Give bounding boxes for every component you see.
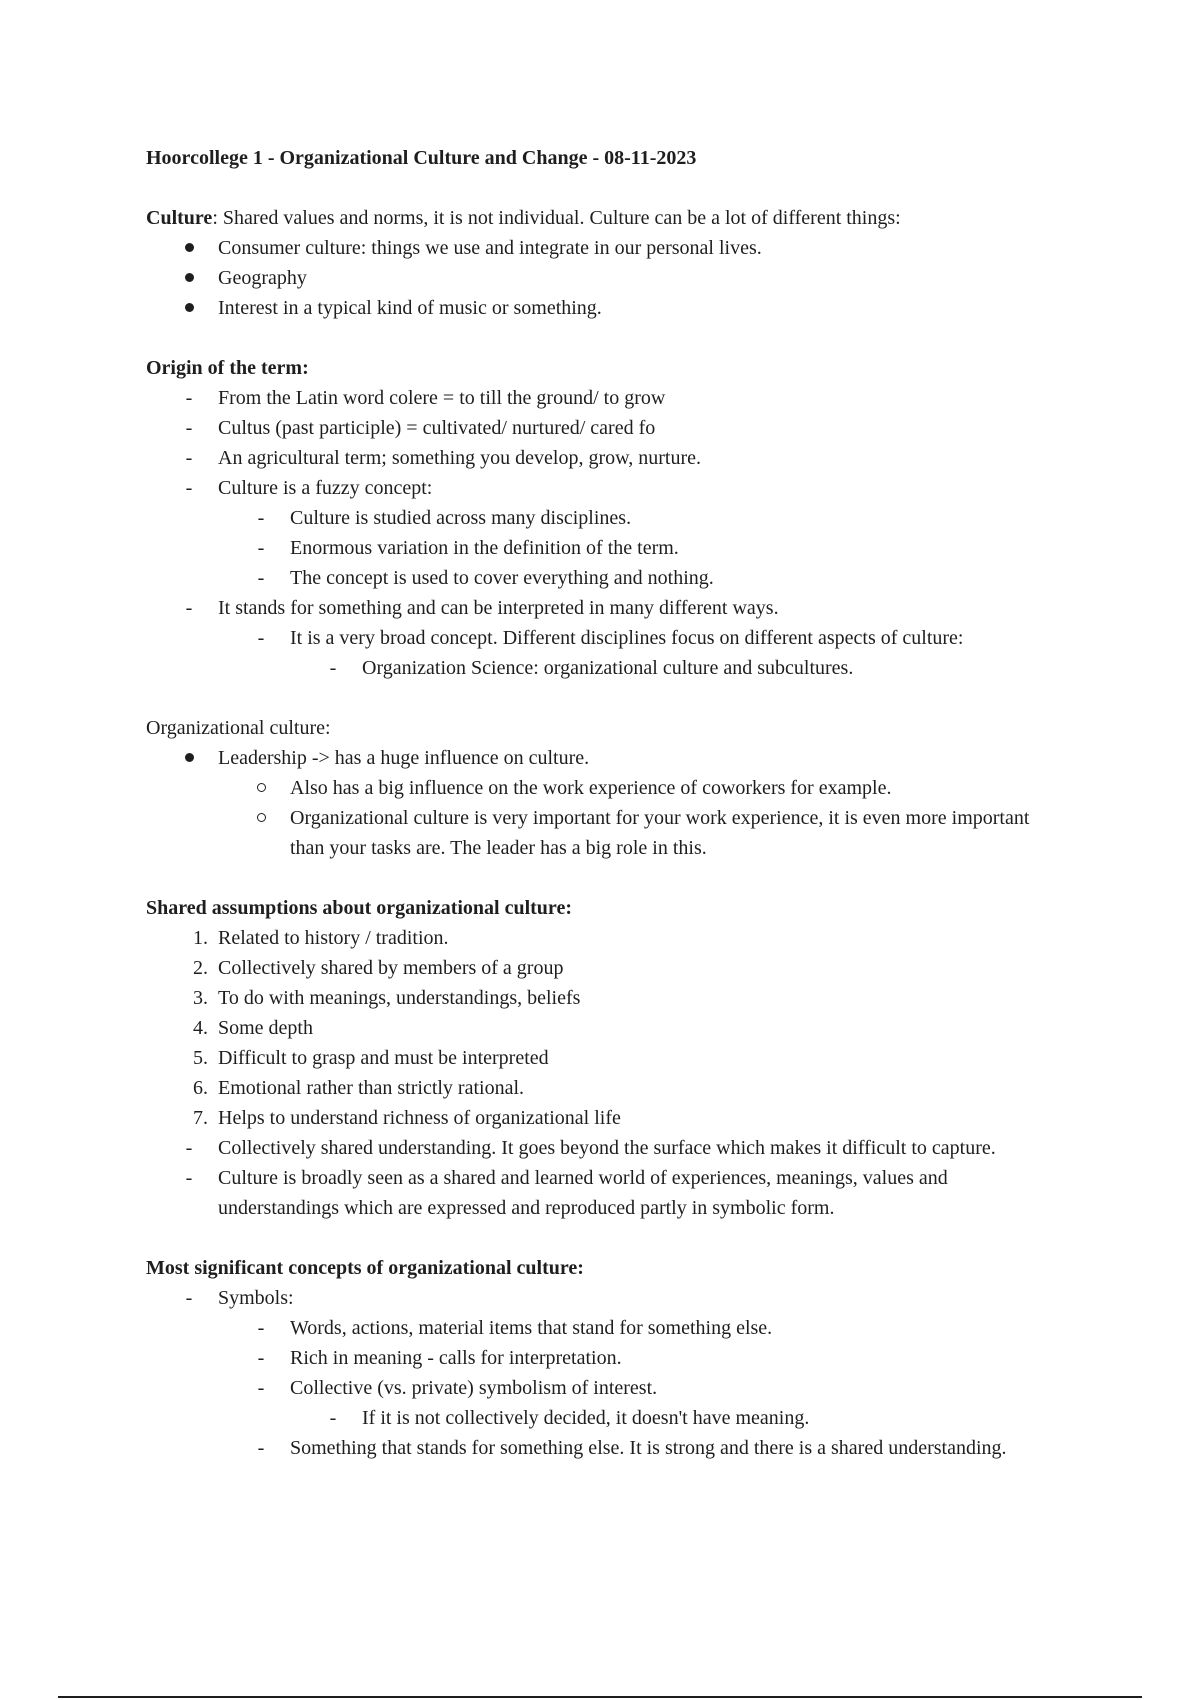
list-number: 4. <box>193 1017 208 1039</box>
list-item-text: It stands for something and can be interpreted in many different ways. <box>218 597 779 619</box>
culture-definition-text: : Shared values and norms, it is not individual. Culture can be a lot of different things: <box>212 207 901 229</box>
list-item <box>146 1313 1066 1343</box>
org-culture-section <box>146 713 1066 863</box>
list-item-text: Emotional rather than strictly rational. <box>218 1077 525 1099</box>
org-culture-list <box>146 743 1066 863</box>
dash-icon: - <box>185 1167 193 1189</box>
list-item-text: If it is not collectively decided, it doesn't have meaning. <box>362 1407 810 1429</box>
dash-icon: - <box>257 1377 265 1399</box>
culture-definition <box>146 203 1066 233</box>
dash-icon: - <box>257 1437 265 1459</box>
list-item <box>146 653 1066 683</box>
list-item-text: Difficult to grasp and must be interpreted <box>218 1047 549 1069</box>
dash-icon: - <box>329 1407 337 1429</box>
footer-divider <box>58 1696 1142 1698</box>
list-item-text: Interest in a typical kind of music or something. <box>218 297 602 319</box>
list-item-text: Also has a big influence on the work experience of coworkers for example. <box>290 777 892 799</box>
list-item <box>146 1283 1066 1313</box>
assumptions-dash-list <box>146 1133 1066 1223</box>
list-item <box>146 983 1066 1013</box>
dash-icon: - <box>185 387 193 409</box>
list-item <box>146 953 1066 983</box>
bullet-dot-icon <box>174 233 204 263</box>
list-number: 6. <box>193 1077 208 1099</box>
list-item-text: Some depth <box>218 1017 313 1039</box>
list-item-text: Helps to understand richness of organizational life <box>218 1107 621 1129</box>
list-item-text: Leadership -> has a huge influence on culture. <box>218 747 590 769</box>
dash-icon: - <box>185 447 193 469</box>
list-item <box>146 1373 1066 1403</box>
list-item <box>146 743 1066 773</box>
dash-icon: - <box>185 1287 193 1309</box>
dash-icon: - <box>257 1317 265 1339</box>
list-item <box>146 1403 1066 1433</box>
list-item-text: Culture is studied across many disciplines. <box>290 507 632 529</box>
dash-icon: - <box>329 657 337 679</box>
list-item-text: It is a very broad concept. Different disciplines focus on different aspects of culture: <box>290 627 964 649</box>
dash-icon: - <box>185 477 193 499</box>
dash-icon: - <box>257 537 265 559</box>
bullet-ring-icon <box>246 803 276 833</box>
list-item <box>146 1043 1066 1073</box>
list-item <box>146 293 1066 323</box>
section-heading: Origin of the term: <box>146 357 309 379</box>
dash-icon: - <box>257 507 265 529</box>
dash-icon: - <box>185 1137 193 1159</box>
list-item-text: Geography <box>218 267 307 289</box>
list-item-text: The concept is used to cover everything and nothing. <box>290 567 714 589</box>
assumptions-section <box>146 893 1066 1223</box>
document-title: Hoorcollege 1 - Organizational Culture and Change - 08-11-2023 <box>146 147 697 169</box>
list-item <box>146 1433 1066 1463</box>
culture-term: Culture <box>146 207 213 229</box>
list-item <box>146 1133 1066 1163</box>
list-item-text: Words, actions, material items that stand for something else. <box>290 1317 773 1339</box>
dash-icon: - <box>257 627 265 649</box>
list-item-text: Rich in meaning - calls for interpretation. <box>290 1347 622 1369</box>
list-item <box>146 1343 1066 1373</box>
bullet-dot-icon <box>174 293 204 323</box>
list-item-text: Culture is a fuzzy concept: <box>218 477 433 499</box>
list-item-text: Collectively shared by members of a group <box>218 957 564 979</box>
list-item-text: Organization Science: organizational culture and subcultures. <box>362 657 854 679</box>
list-item <box>146 923 1066 953</box>
list-item-text: To do with meanings, understandings, beliefs <box>218 987 581 1009</box>
list-item-text: Collectively shared understanding. It goes beyond the surface which makes it difficult to capture. <box>218 1137 996 1159</box>
list-item-text: Culture is broadly seen as a shared and learned world of experiences, meanings, values and understandings which are expressed and reproduced partly in symbolic form. <box>218 1167 948 1219</box>
list-item-text: Symbols: <box>218 1287 294 1309</box>
document-body <box>146 143 1066 1463</box>
dash-icon: - <box>185 417 193 439</box>
list-item <box>146 563 1066 593</box>
list-number: 3. <box>193 987 208 1009</box>
origin-list <box>146 383 1066 683</box>
list-item-text: Enormous variation in the definition of the term. <box>290 537 679 559</box>
list-item <box>146 473 1066 503</box>
section-heading: Shared assumptions about organizational culture: <box>146 897 572 919</box>
list-item <box>146 503 1066 533</box>
list-item <box>146 263 1066 293</box>
list-item <box>146 623 1066 653</box>
list-item-text: An agricultural term; something you develop, grow, nurture. <box>218 447 702 469</box>
dash-icon: - <box>257 567 265 589</box>
list-item <box>146 773 1066 803</box>
bullet-dot-icon <box>174 743 204 773</box>
origin-section <box>146 353 1066 683</box>
list-item <box>146 1103 1066 1133</box>
list-number: 1. <box>193 927 208 949</box>
list-item <box>146 1013 1066 1043</box>
culture-list <box>146 233 1066 323</box>
list-number: 5. <box>193 1047 208 1069</box>
culture-section <box>146 203 1066 323</box>
list-item-text: From the Latin word colere = to till the ground/ to grow <box>218 387 666 409</box>
dash-icon: - <box>185 597 193 619</box>
list-item-text: Consumer culture: things we use and integrate in our personal lives. <box>218 237 762 259</box>
concepts-list <box>146 1283 1066 1463</box>
list-item <box>146 233 1066 263</box>
list-item <box>146 383 1066 413</box>
dash-icon: - <box>257 1347 265 1369</box>
concepts-section <box>146 1253 1066 1463</box>
list-item-text: Collective (vs. private) symbolism of interest. <box>290 1377 658 1399</box>
bullet-dot-icon <box>174 263 204 293</box>
list-item <box>146 1163 1066 1223</box>
list-item <box>146 413 1066 443</box>
assumptions-numbered-list <box>146 923 1066 1133</box>
list-item <box>146 443 1066 473</box>
list-item-text: Organizational culture is very important for your work experience, it is even more important than your tasks are. The leader has a big role in this. <box>290 807 1030 859</box>
bullet-ring-icon <box>246 773 276 803</box>
list-item-text: Something that stands for something else. It is strong and there is a shared understanding. <box>290 1437 1007 1459</box>
section-heading: Most significant concepts of organizational culture: <box>146 1257 584 1279</box>
list-number: 2. <box>193 957 208 979</box>
list-item-text: Cultus (past participle) = cultivated/ nurtured/ cared fo <box>218 417 656 439</box>
list-number: 7. <box>193 1107 208 1129</box>
list-item <box>146 1073 1066 1103</box>
list-item <box>146 533 1066 563</box>
section-heading: Organizational culture: <box>146 717 331 739</box>
list-item-text: Related to history / tradition. <box>218 927 449 949</box>
list-item <box>146 593 1066 623</box>
list-item <box>146 803 1066 863</box>
